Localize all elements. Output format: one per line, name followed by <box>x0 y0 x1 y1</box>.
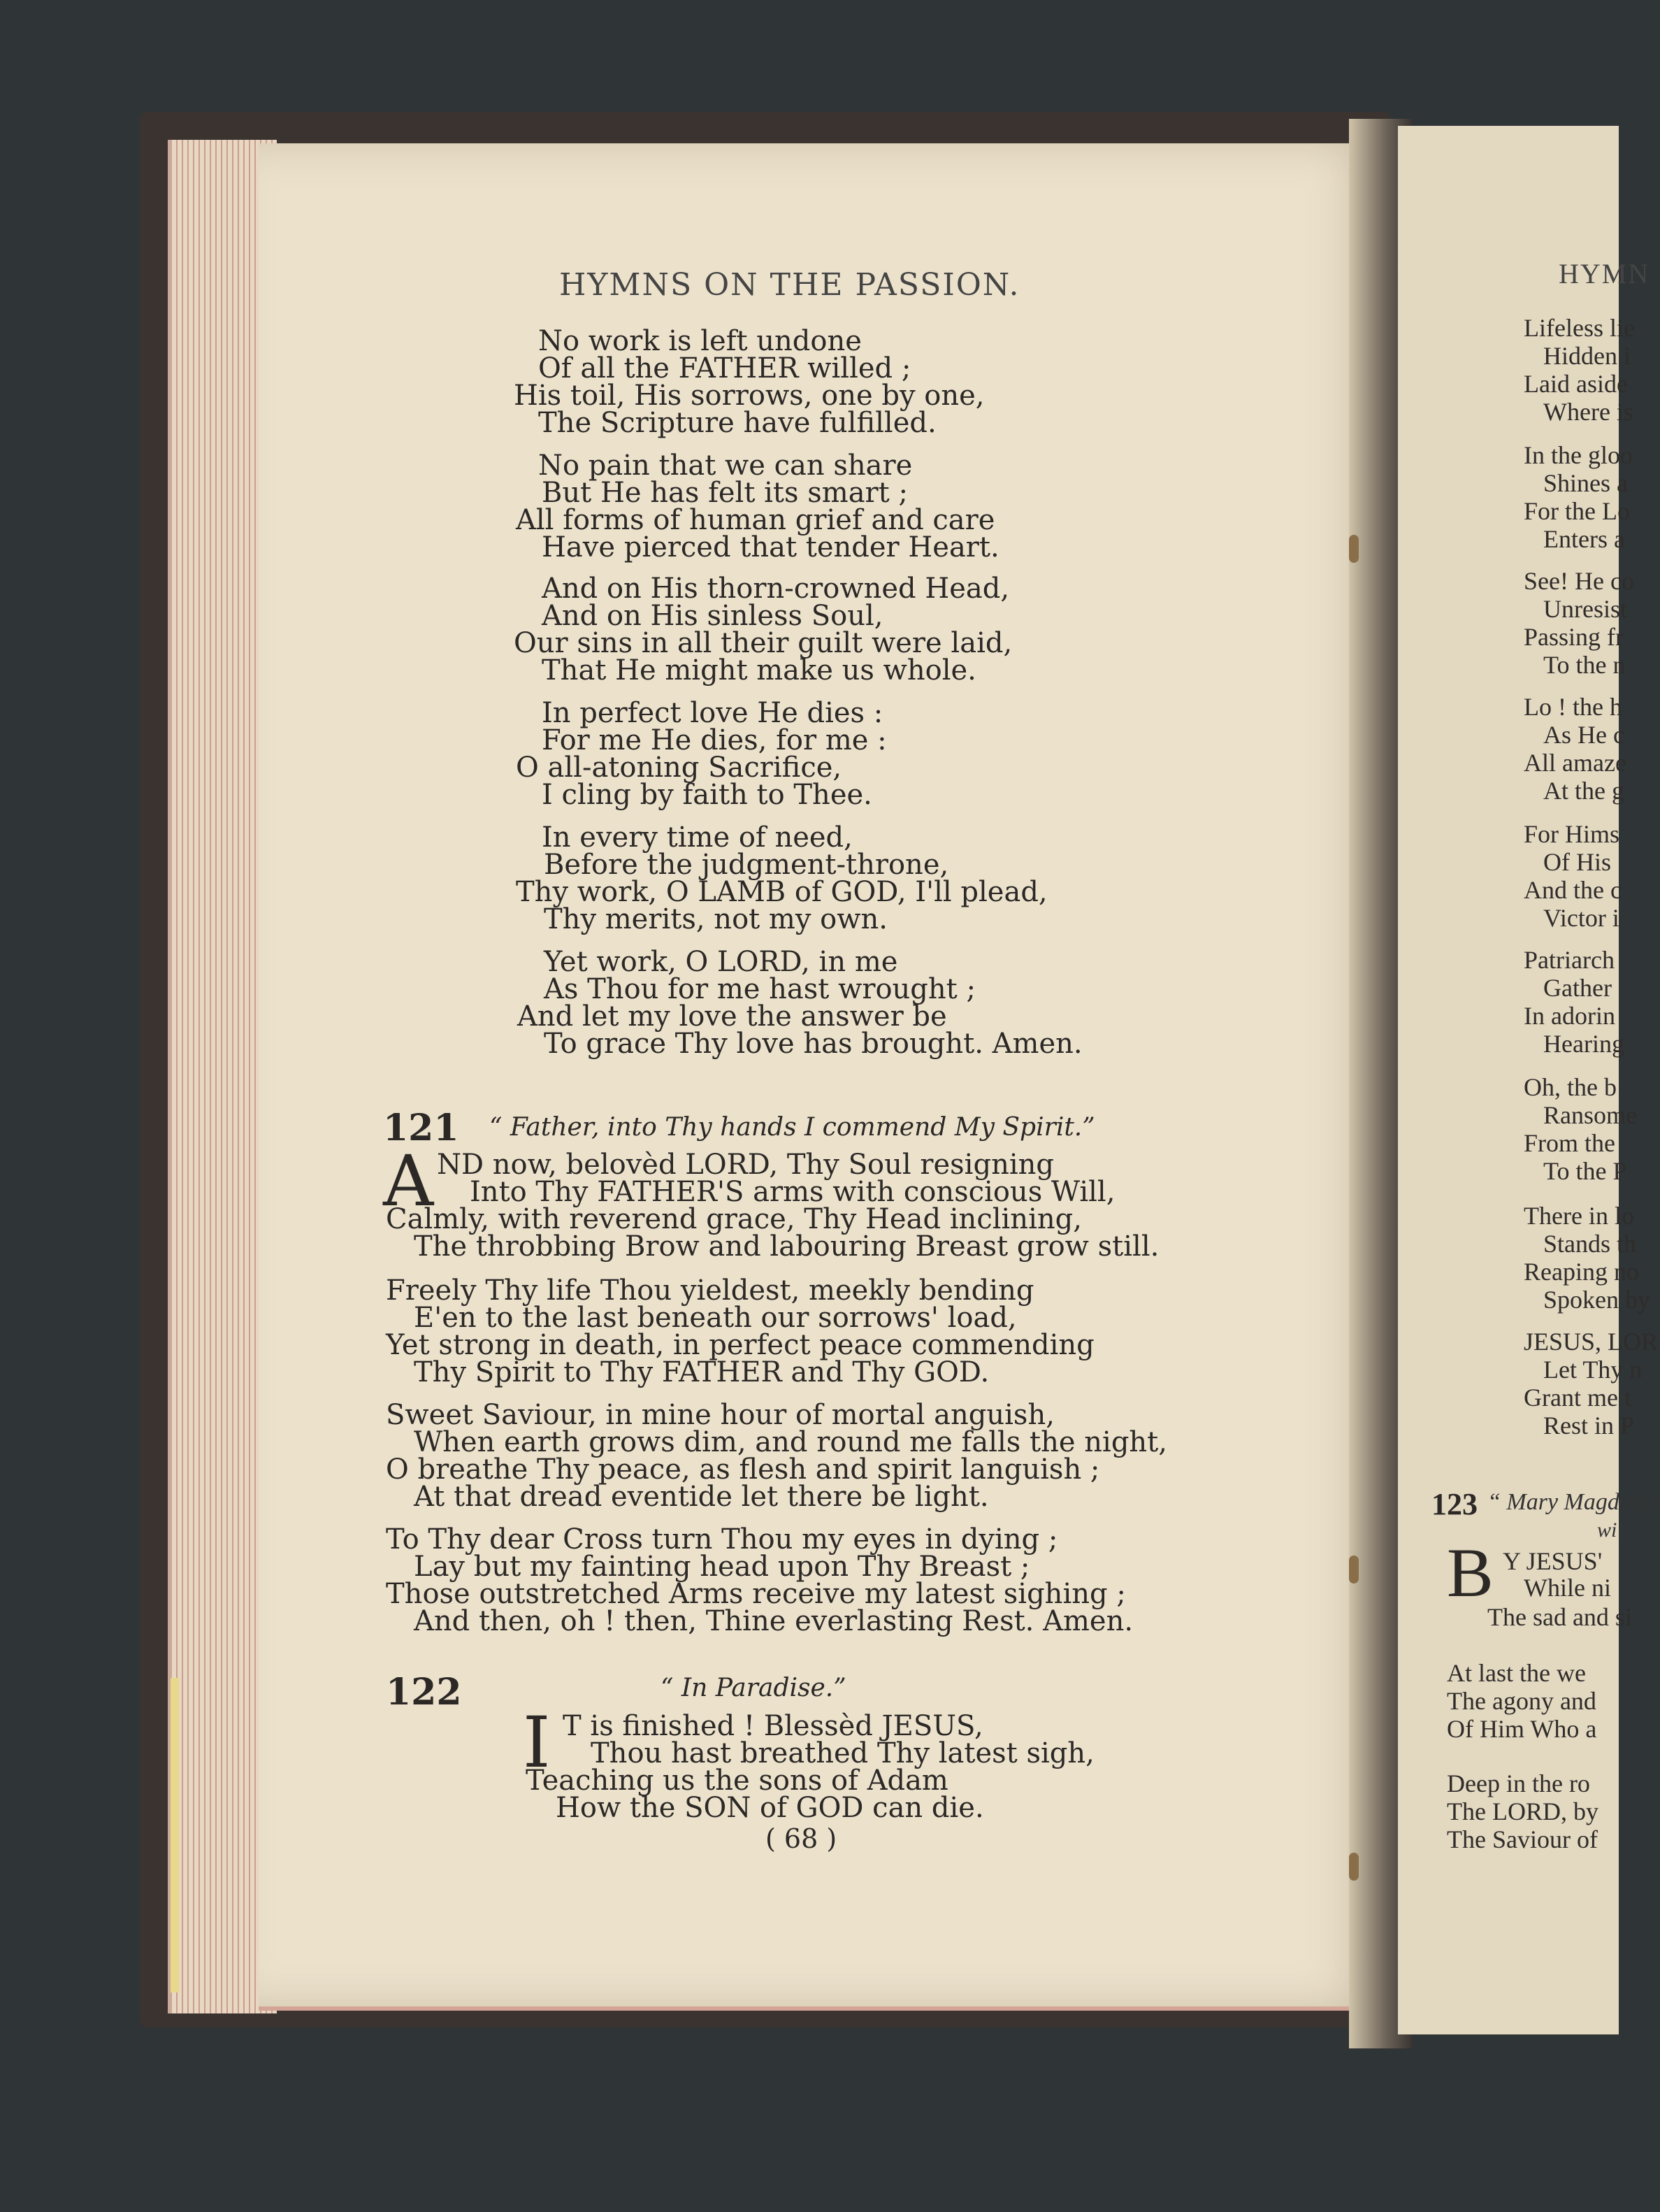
verse-line: As Thou for me hast wrought ; <box>544 973 976 1005</box>
verse-line: In perfect love He dies : <box>542 697 883 729</box>
facing-verse-line: In the gloo <box>1524 441 1633 469</box>
verse-line: Of all the FATHER willed ; <box>538 352 911 385</box>
hymn-number: 122 <box>386 1671 462 1714</box>
hymn-title: “ In Paradise.” <box>661 1674 846 1702</box>
verse-line: Into Thy FATHER'S arms with conscious Will, <box>470 1176 1116 1208</box>
facing-verse-line: Grant me t <box>1524 1384 1631 1412</box>
verse-line: Thy work, O LAMB of GOD, I'll plead, <box>516 876 1048 908</box>
facing-verse-line: There in lo <box>1524 1202 1634 1230</box>
facing-verse-line: Spoken by <box>1543 1286 1650 1314</box>
facing-verse-line: Oh, the b <box>1524 1073 1617 1101</box>
facing-verse-line: Patriarch <box>1524 946 1615 974</box>
verse-line: Freely Thy life Thou yieldest, meekly bending <box>386 1274 1034 1307</box>
running-head: HYMNS ON THE PASSION. <box>559 267 1020 303</box>
facing-verse-line: Y JESUS' <box>1503 1547 1603 1575</box>
verse-line: In every time of need, <box>542 821 853 854</box>
facing-running-head: HYMN <box>1559 258 1650 289</box>
verse-line: O breathe Thy peace, as flesh and spirit languish ; <box>386 1453 1100 1486</box>
verse-line: Thy Spirit to Thy FATHER and Thy GOD. <box>414 1356 990 1388</box>
facing-hymn-title: “ Mary Magdalen <box>1487 1489 1660 1515</box>
verse-line: To Thy dear Cross turn Thou my eyes in dying ; <box>386 1523 1058 1556</box>
facing-verse-line: At the g <box>1543 777 1624 805</box>
verse-line: Lay but my fainting head upon Thy Breast ; <box>414 1551 1030 1583</box>
verse-line: E'en to the last beneath our sorrows' load, <box>414 1302 1017 1334</box>
facing-verse-line: To the P <box>1543 1157 1627 1185</box>
facing-verse-line: Of His <box>1543 848 1611 876</box>
facing-verse-line: JESUS, LOR <box>1524 1328 1659 1356</box>
facing-verse-line: Of Him Who a <box>1447 1715 1597 1743</box>
facing-verse-line: Shines a <box>1543 469 1628 497</box>
facing-verse-line: Passing fr <box>1524 623 1624 651</box>
facing-verse-line: Stands th <box>1543 1230 1637 1258</box>
verse-line: And on His sinless Soul, <box>542 600 883 632</box>
verse-line: For me He dies, for me : <box>542 724 887 756</box>
facing-verse-line: Deep in the ro <box>1447 1769 1590 1797</box>
verse-line: That He might make us whole. <box>542 654 976 687</box>
facing-verse-line: Enters a <box>1543 525 1625 553</box>
facing-verse-line: The agony and <box>1447 1687 1596 1715</box>
verse-line: And let my love the answer be <box>517 1000 947 1033</box>
verse-line: ND now, belovèd LORD, Thy Soul resigning <box>437 1149 1054 1181</box>
facing-verse-line: Hearing <box>1543 1030 1624 1058</box>
verse-line: How the SON of GOD can die. <box>556 1792 984 1824</box>
facing-verse-line: To the n <box>1543 651 1626 679</box>
facing-verse-line: Laid aside <box>1524 370 1628 398</box>
facing-drop-cap: B <box>1447 1534 1494 1611</box>
verse-line: And then, oh ! then, Thine everlasting Rest. Amen. <box>414 1605 1134 1637</box>
facing-verse-line: For the Lo <box>1524 497 1630 525</box>
verse-line: When earth grows dim, and round me falls the night, <box>414 1426 1167 1458</box>
verse-line: Sweet Saviour, in mine hour of mortal anguish, <box>386 1399 1055 1431</box>
facing-verse-line: The Saviour of <box>1447 1825 1598 1853</box>
facing-verse-line: Ransome <box>1543 1101 1637 1129</box>
facing-verse-line: In adorin <box>1524 1002 1615 1030</box>
verse-line: Our sins in all their guilt were laid, <box>514 627 1013 659</box>
facing-verse-line: For Hims <box>1524 820 1620 848</box>
page-number: ( 68 ) <box>765 1823 837 1854</box>
facing-verse-line: Where is <box>1543 398 1633 426</box>
facing-verse-line: Rest in P <box>1543 1412 1635 1439</box>
drop-cap: I <box>523 1702 551 1783</box>
verse-line: I cling by faith to Thee. <box>542 779 872 811</box>
verse-line: At that dread eventide let there be light. <box>414 1481 989 1513</box>
verse-line: Have pierced that tender Heart. <box>542 531 999 563</box>
facing-verse-line: Gather <box>1543 974 1612 1002</box>
facing-verse-line: Lifeless lie <box>1524 314 1635 342</box>
facing-verse-line: Let Thy n <box>1543 1356 1643 1384</box>
verse-line: To grace Thy love has brought. Amen. <box>544 1028 1083 1060</box>
facing-verse-line: From the <box>1524 1129 1615 1157</box>
facing-verse-line: And the c <box>1524 876 1622 904</box>
verse-line: Thy merits, not my own. <box>544 903 888 935</box>
verse-line: The Scripture have fulfilled. <box>538 407 937 439</box>
verse-line: Teaching us the sons of Adam <box>526 1765 948 1797</box>
verse-line: Those outstretched Arms receive my latest sighing ; <box>386 1578 1126 1610</box>
verse-line: Thou hast breathed Thy latest sigh, <box>591 1737 1095 1769</box>
verse-line: No work is left undone <box>538 325 862 357</box>
hymn-number: 121 <box>383 1107 459 1149</box>
verse-line: Yet strong in death, in perfect peace commending <box>386 1329 1095 1361</box>
facing-hymn-title-cont: wi <box>1597 1518 1617 1542</box>
verse-line: T is finished ! Blessèd JESUS, <box>563 1710 983 1742</box>
facing-verse-line: All amaze <box>1524 749 1626 777</box>
verse-line: O all-atoning Sacrifice, <box>516 752 842 784</box>
verse-line: All forms of human grief and care <box>516 504 995 536</box>
verse-line: And on His thorn-crowned Head, <box>542 573 1010 605</box>
verse-line: Before the judgment-throne, <box>544 849 949 881</box>
facing-verse-line: The LORD, by <box>1447 1797 1598 1825</box>
facing-verse-line: Unresist <box>1543 595 1627 623</box>
verse-line: Yet work, O LORD, in me <box>544 946 898 978</box>
facing-verse-line: The sad and si <box>1487 1603 1632 1631</box>
drop-cap: A <box>383 1140 434 1222</box>
verse-line: But He has felt its smart ; <box>542 477 908 509</box>
facing-verse-line: Hidden i <box>1543 342 1631 370</box>
facing-verse-line: Reaping no <box>1524 1258 1639 1286</box>
facing-verse-line: Victor i <box>1543 904 1619 932</box>
facing-verse-line: As He c <box>1543 721 1624 749</box>
verse-line: No pain that we can share <box>538 450 913 482</box>
facing-hymn-number: 123 <box>1431 1487 1478 1521</box>
facing-verse-line: See! He co <box>1524 567 1634 595</box>
facing-verse-line: While ni <box>1524 1574 1611 1602</box>
verse-line: Calmly, with reverend grace, Thy Head inclining, <box>386 1203 1082 1235</box>
facing-verse-line: Lo ! the h <box>1524 693 1622 721</box>
verse-line: The throbbing Brow and labouring Breast grow still. <box>414 1230 1160 1263</box>
facing-verse-line: At last the we <box>1447 1659 1586 1687</box>
hymn-title: “ Father, into Thy hands I commend My Spirit.” <box>489 1113 1095 1142</box>
verse-line: His toil, His sorrows, one by one, <box>514 380 985 412</box>
